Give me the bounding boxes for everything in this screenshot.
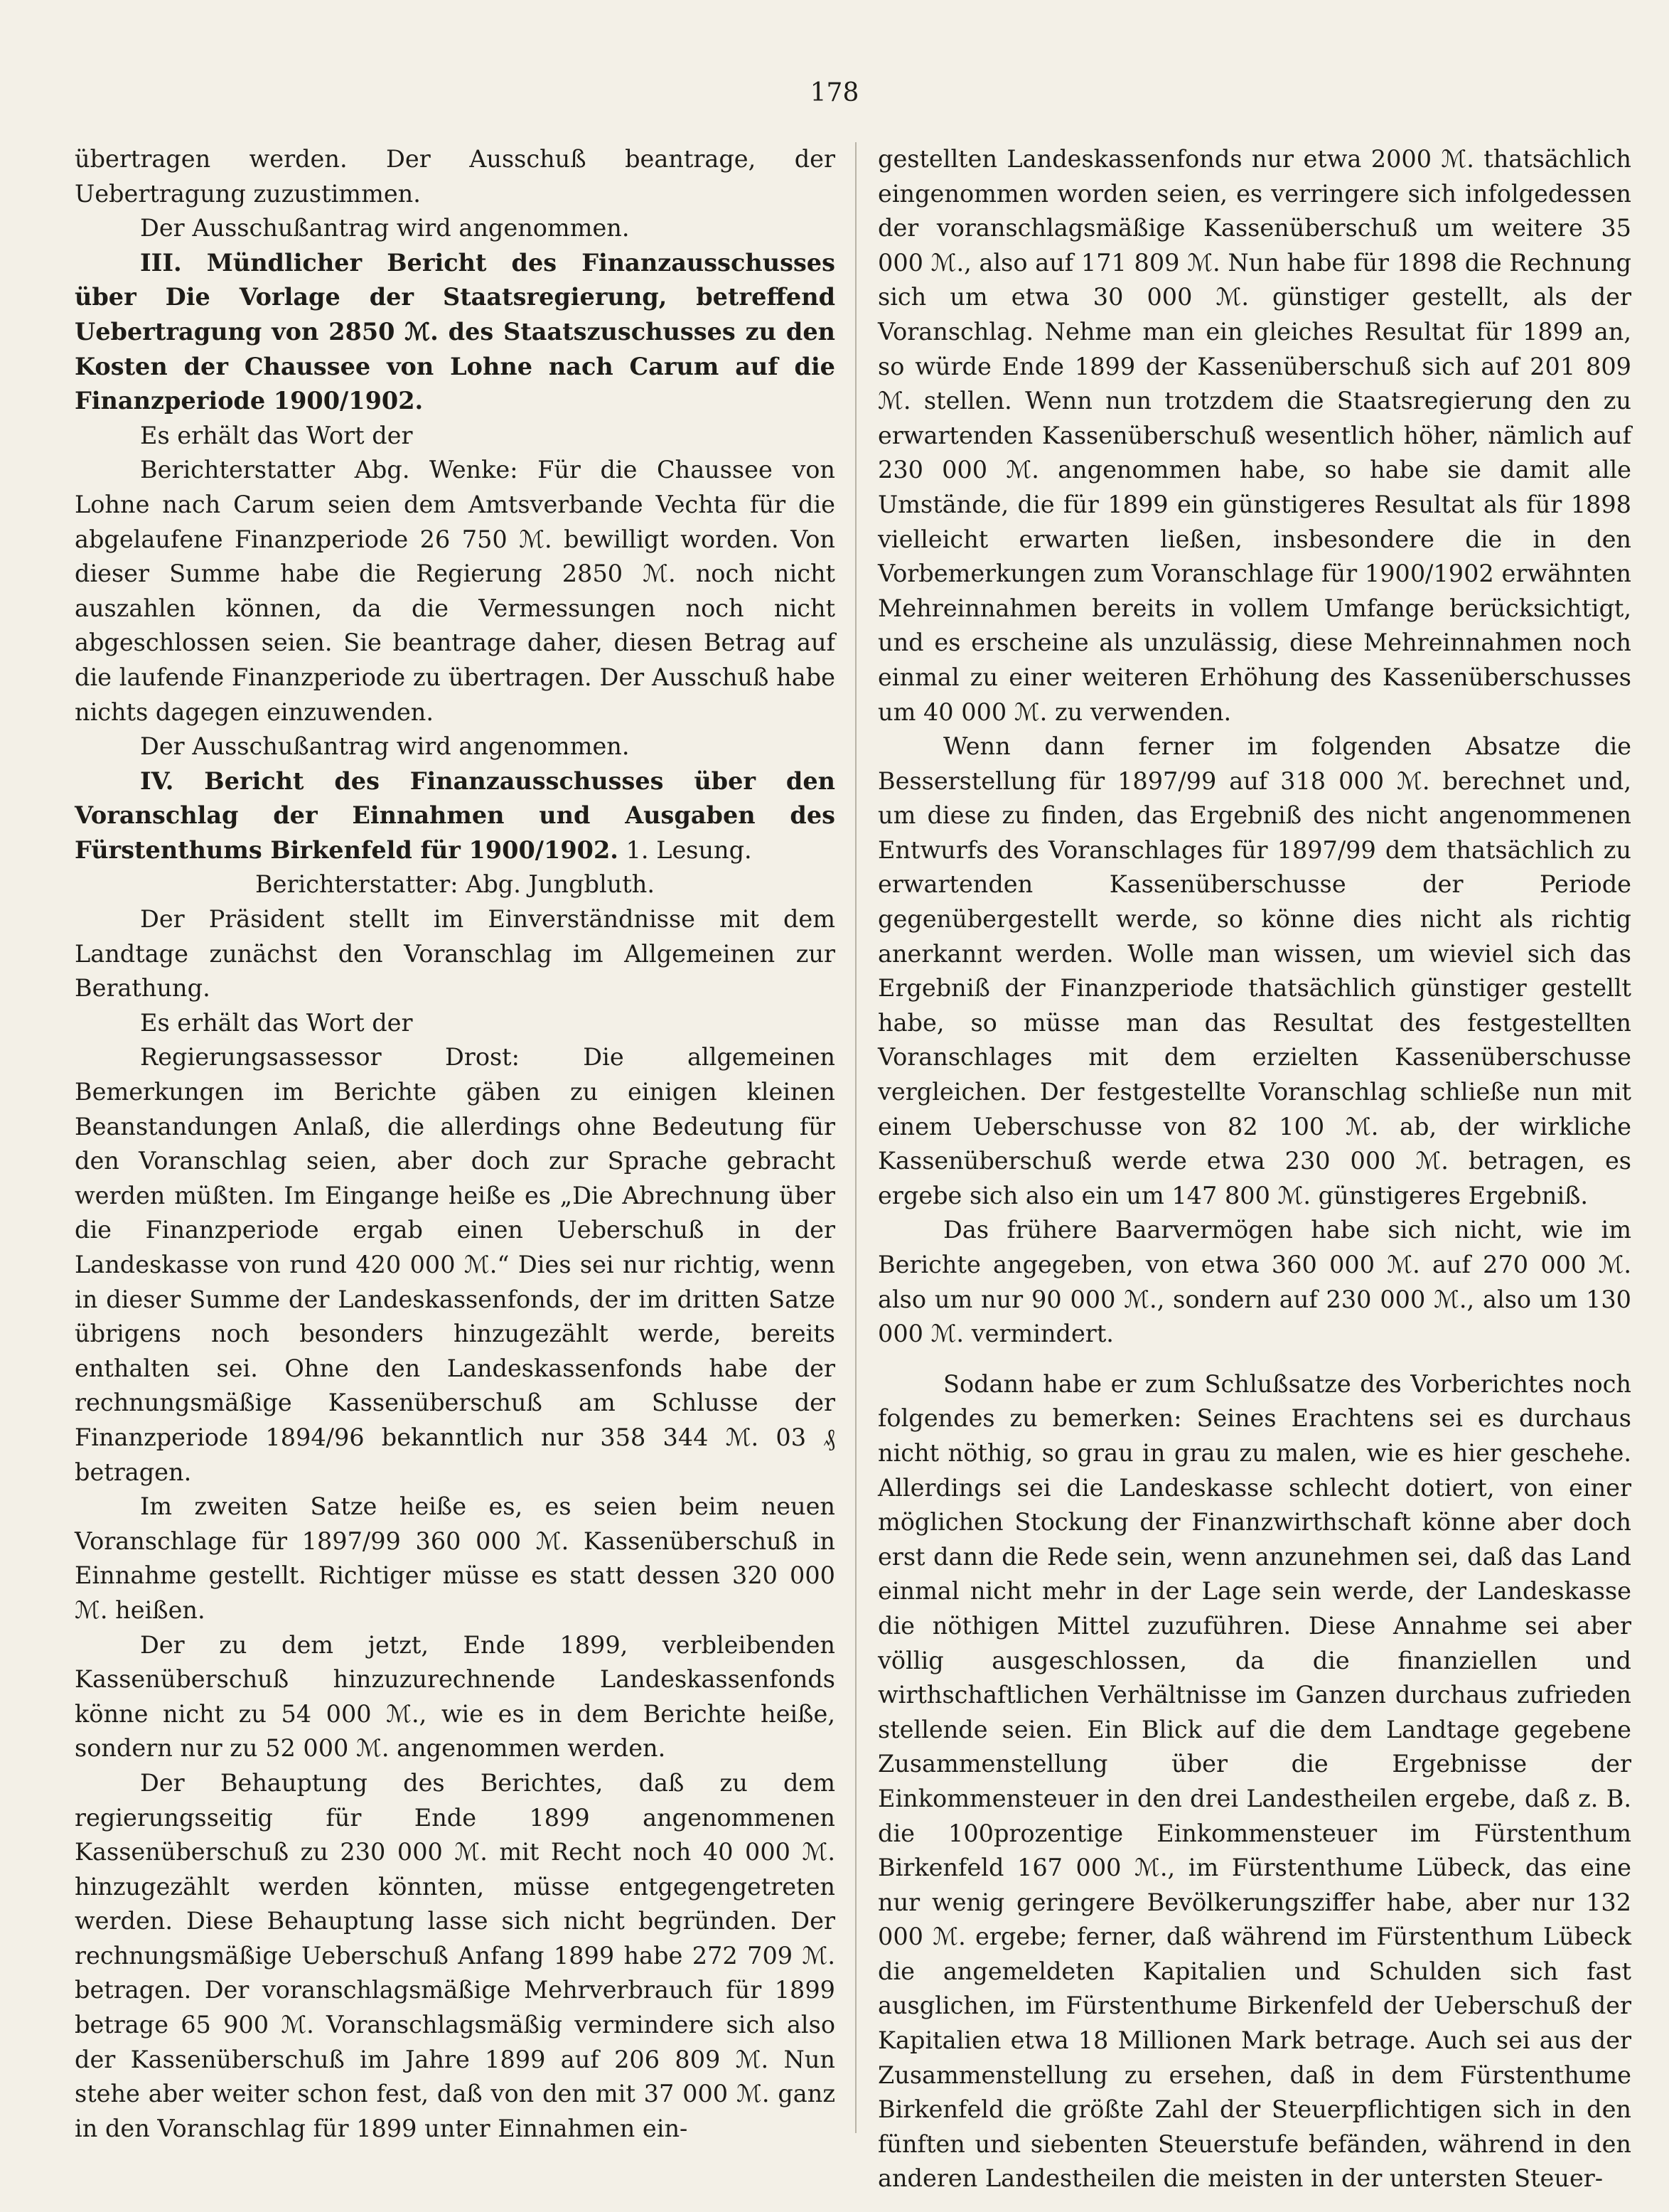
agenda-reading: 1. Lesung.	[618, 835, 752, 864]
right-column	[878, 142, 1631, 2196]
agenda-item-iii	[75, 246, 835, 419]
page-number: 178	[810, 78, 859, 107]
paragraph: Der Ausschußantrag wird angenommen.	[140, 214, 630, 242]
reporter-line: Berichterstatter: Abg. Jungbluth.	[255, 870, 655, 899]
paragraph: Es erhält das Wort der	[140, 421, 413, 449]
agenda-item-iv	[75, 764, 835, 868]
paragraph: Das frühere Baarvermögen habe sich nicht, wie im Berichte angegeben, von etwa 360 000 ℳ. auf 270 000 ℳ. also um nur 90 000 ℳ., sondern auf 230 000 ℳ., also um 130 000 ℳ. vermindert.	[878, 1216, 1631, 1348]
paragraph: Im zweiten Satze heiße es, es seien beim neuen Voranschlage für 1897/99 360 000 ℳ. Kassenüberschuß in Einnahme gestellt. Richtiger müsse es statt dessen 320 000 ℳ. heißen.	[75, 1492, 835, 1624]
agenda-heading: IV. Bericht des Finanzausschusses über den Voranschlag der Einnahmen und Ausgaben des Fürstenthums Birkenfeld für 1900/1902.	[75, 766, 835, 864]
agenda-heading-cont: Die Vorlage der Staatsregierung, betreffend Uebertragung von 2850 ℳ. des Staatszuschusses zu den Kosten der Chaussee von Lohne nach Carum auf die Finanzperiode 1900/1902.	[75, 283, 835, 415]
paragraph: Wenn dann ferner im folgenden Absatze die Besserstellung für 1897/99 auf 318 000 ℳ. berechnet und, um diese zu finden, das Ergebniß des nicht angenommenen Entwurfs des Voranschlages für 1897/99 dem thatsächlich zu erwartenden Kassenüberschusse der Periode gegenübergestellt werde, so könne dies nicht als richtig anerkannt werden. Wolle man wissen, um wieviel sich das Ergebniß der Finanzperiode thatsächlich günstiger gestellt habe, so müsse man das Resultat des festgestellten Voranschlages mit dem erzielten Kassenüberschusse vergleichen. Der festgestellte Voranschlag schließe nun mit einem Ueberschusse von 82 100 ℳ. ab, der wirkliche Kassenüberschuß werde etwa 230 000 ℳ. betragen, es ergebe sich also ein um 147 800 ℳ. günstigeres Ergebniß.	[878, 732, 1631, 1209]
column-divider	[855, 142, 857, 2133]
left-column	[75, 142, 835, 2146]
paragraph: Es erhält das Wort der	[140, 1008, 413, 1037]
paragraph: Der Präsident stellt im Einverständnisse mit dem Landtage zunächst den Voranschlag im Allgemeinen zur Berathung.	[75, 905, 835, 1003]
paragraph: Berichterstatter Abg. Wenke: Für die Chaussee von Lohne nach Carum seien dem Amtsverbande Vechta für die abgelaufene Finanzperiode 26 750 ℳ. bewilligt worden. Von dieser Summe habe die Regierung 2850 ℳ. noch nicht auszahlen können, da die Vermessungen noch nicht abgeschlossen seien. Sie beantrage daher, diesen Betrag auf die laufende Finanzperiode zu übertragen. Der Ausschuß habe nichts dagegen einzuwenden.	[75, 456, 835, 726]
agenda-heading: III. Mündlicher Bericht des Finanzausschusses über	[75, 248, 835, 311]
paragraph: Regierungsassessor Drost: Die allgemeinen Bemerkungen im Berichte gäben zu einigen kleinen Beanstandungen Anlaß, die allerdings ohne Bedeutung für den Voranschlag seien, aber doch zur Sprache gebracht werden müßten. Im Eingange heiße es „Die Abrechnung über die Finanzperiode ergab einen Ueberschuß in der Landeskasse von rund 420 000 ℳ.“ Dies sei nur richtig, wenn in dieser Summe der Landeskassenfonds, der im dritten Satze übrigens noch besonders hinzugezählt werde, bereits enthalten sei. Ohne den Landeskassenfonds habe der rechnungsmäßige Kassenüberschuß am Schlusse der Finanzperiode 1894/96 bekanntlich nur 358 344 ℳ. 03 ₰ betragen.	[75, 1043, 835, 1486]
paragraph: Der zu dem jetzt, Ende 1899, verbleibenden Kassenüberschuß hinzuzurechnende Landeskassenfonds könne nicht zu 54 000 ℳ., wie es in dem Berichte heiße, sondern nur zu 52 000 ℳ. angenommen werden.	[75, 1630, 835, 1763]
paragraph: gestellten Landeskassenfonds nur etwa 2000 ℳ. thatsächlich eingenommen worden seien, es verringere sich infolgedessen der voranschlagsmäßige Kassenüberschuß um weitere 35 000 ℳ., also auf 171 809 ℳ. Nun habe für 1898 die Rechnung sich um etwa 30 000 ℳ. günstiger gestellt, als der Voranschlag. Nehme man ein gleiches Resultat für 1899 an, so würde Ende 1899 der Kassenüberschuß sich auf 201 809 ℳ. stellen. Wenn nun trotzdem die Staatsregierung den zu erwartenden Kassenüberschuß wesentlich höher, nämlich auf 230 000 ℳ. angenommen habe, so habe sie damit alle Umstände, die für 1899 ein günstigeres Resultat als für 1898 vielleicht erwarten ließen, insbesondere die in den Vorbemerkungen zum Voranschlage für 1900/1902 erwähnten Mehreinnahmen bereits in vollem Umfange berücksichtigt, und es erscheine als unzulässig, diese Mehreinnahmen noch einmal zu einer weiteren Erhöhung des Kassenüberschusses um 40 000 ℳ. zu verwenden.	[878, 145, 1631, 726]
paragraph: Der Ausschußantrag wird angenommen.	[140, 732, 630, 761]
paragraph: Der Behauptung des Berichtes, daß zu dem regierungsseitig für Ende 1899 angenommenen Kassenüberschuß zu 230 000 ℳ. mit Recht noch 40 000 ℳ. hinzugezählt werden könnten, müsse entgegengetreten werden. Diese Behauptung lasse sich nicht begründen. Der rechnungsmäßige Ueberschuß Anfang 1899 habe 272 709 ℳ. betragen. Der voranschlagsmäßige Mehrverbrauch für 1899 betrage 65 900 ℳ. Voranschlagsmäßig vermindere sich also der Kassenüberschuß im Jahre 1899 auf 206 809 ℳ. Nun stehe aber weiter schon fest, daß von den mit 37 000 ℳ. ganz in den Voranschlag für 1899 unter Einnahmen ein-	[75, 1768, 835, 2142]
paragraph: Sodann habe er zum Schlußsatze des Vorberichtes noch folgendes zu bemerken: Seines Erachtens sei es durchaus nicht nöthig, so grau in grau zu malen, wie es hier geschehe. Allerdings sei die Landeskasse schlecht dotiert, von einer möglichen Stockung der Finanzwirthschaft könne aber doch erst dann die Rede sein, wenn anzunehmen sei, daß das Land einmal nicht mehr in der Lage sein werde, der Landeskasse die nöthigen Mittel zuzuführen. Diese Annahme sei aber völlig ausgeschlossen, da die finanziellen und wirthschaftlichen Verhältnisse im Ganzen durchaus zufrieden stellende seien. Ein Blick auf die dem Landtage gegebene Zusammenstellung über die Ergebnisse der Einkommensteuer in den drei Landestheilen ergebe, daß z. B. die 100prozentige Einkommensteuer im Fürstenthum Birkenfeld 167 000 ℳ., im Fürstenthume Lübeck, das eine nur wenig geringere Bevölkerungsziffer habe, aber nur 132 000 ℳ. ergebe; ferner, daß während im Fürstenthum Lübeck die angemeldeten Kapitalien und Schulden sich fast ausglichen, im Fürstenthume Birkenfeld der Ueberschuß der Kapitalien etwa 18 Millionen Mark betrage. Auch sei aus der Zusammenstellung zu ersehen, daß in dem Fürstenthume Birkenfeld die größte Zahl der Steuerpflichtigen sich in den fünften und siebenten Steuerstufe befänden, während in den anderen Landestheilen die meisten in der untersten Steuer-	[878, 1369, 1631, 2193]
paragraph: übertragen werden. Der Ausschuß beantrage, der Uebertragung zuzustimmen.	[75, 145, 835, 208]
